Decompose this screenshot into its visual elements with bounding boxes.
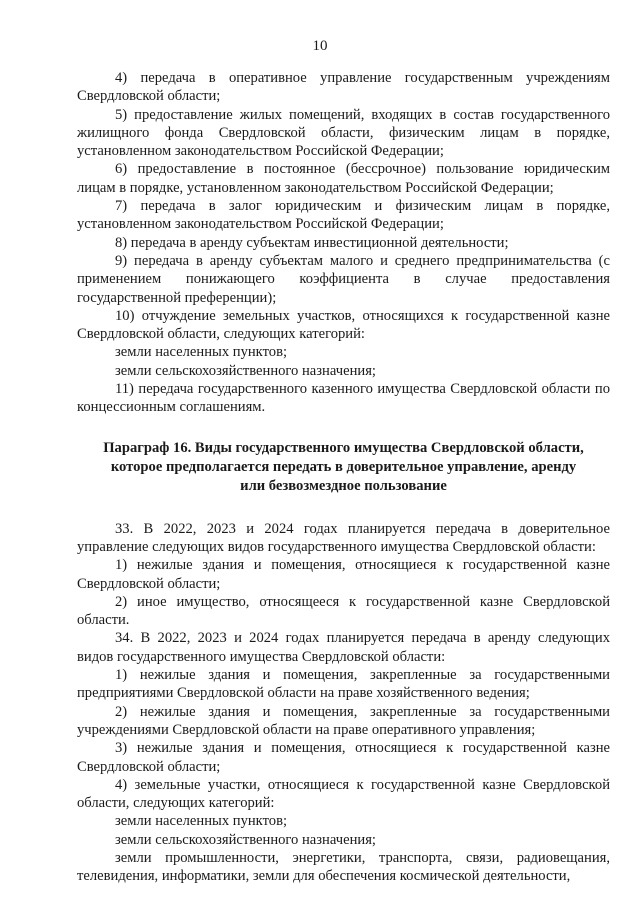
list-item: 3) нежилые здания и помещения, относящиеся к государственной казне Свердловской области; — [77, 740, 610, 775]
list-item: земли населенных пунктов; — [115, 813, 288, 830]
list-item: земли сельскохозяйственного назначения; — [115, 362, 376, 379]
list-item: 11) передача государственного казенного имущества Свердловской области по концессионным соглашениям. — [77, 381, 610, 416]
document-body — [77, 69, 610, 886]
list-item: 7) передача в залог юридическим и физическим лицам в порядке, установленном законодательством Российской Федерации; — [77, 198, 610, 233]
list-item: 4) земельные участки, относящиеся к государственной казне Свердловской области, следующих категорий: — [77, 776, 610, 812]
list-item: земли сельскохозяйственного назначения; — [115, 831, 376, 848]
list-item: 34. В 2022, 2023 и 2024 годах планируется передача в аренду следующих видов государственного имущества Свердловской области: — [77, 630, 610, 665]
list-item: 1) нежилые здания и помещения, относящиеся к государственной казне Свердловской области; — [77, 557, 610, 592]
list-item: 2) нежилые здания и помещения, закрепленные за государственными учреждениями Свердловской области на праве оперативного управления; — [77, 703, 610, 738]
list-item: 33. В 2022, 2023 и 2024 годах планируется передача в доверительное управление следующих видов государственного имущества Свердловской области: — [77, 520, 610, 555]
list-item: 6) предоставление в постоянное (бессрочное) пользование юридическим лицам в порядке, установленном законодательством Российской Федерации; — [77, 161, 610, 196]
list-item: земли промышленности, энергетики, транспорта, связи, радиовещания, телевидения, информатики, земли для обеспечения космической деятельности, — [77, 849, 610, 885]
list-item: земли населенных пунктов; — [115, 344, 288, 361]
heading-line: Параграф 16. Виды государственного имущества Свердловской области, — [103, 439, 584, 456]
heading-line: или безвозмездное пользование — [240, 477, 447, 494]
list-item: 1) нежилые здания и помещения, закрепленные за государственными предприятиями Свердловской области на праве хозяйственного ведения; — [77, 667, 610, 702]
list-item: 10) отчуждение земельных участков, относящихся к государственной казне Свердловской области, следующих категорий: — [77, 307, 610, 343]
page-number: 10 — [312, 38, 328, 54]
list-item: 8) передача в аренду субъектам инвестиционной деятельности; — [115, 234, 509, 251]
list-item: 4) передача в оперативное управление государственным учреждениям Свердловской области; — [77, 70, 610, 105]
section-heading — [77, 439, 610, 496]
list-item: 2) иное имущество, относящееся к государственной казне Свердловской области. — [77, 593, 610, 629]
list-item: 9) передача в аренду субъектам малого и среднего предпринимательства (с применением понижающего коэффициента в случае предоставления государственной преференции); — [77, 252, 610, 306]
list-item: 5) предоставление жилых помещений, входящих в состав государственного жилищного фонда Свердловской области, физическим лицам в порядке, установленном законодательством Российской Федерации; — [77, 106, 610, 160]
heading-line: которое предполагается передать в доверительное управление, аренду — [110, 458, 577, 475]
